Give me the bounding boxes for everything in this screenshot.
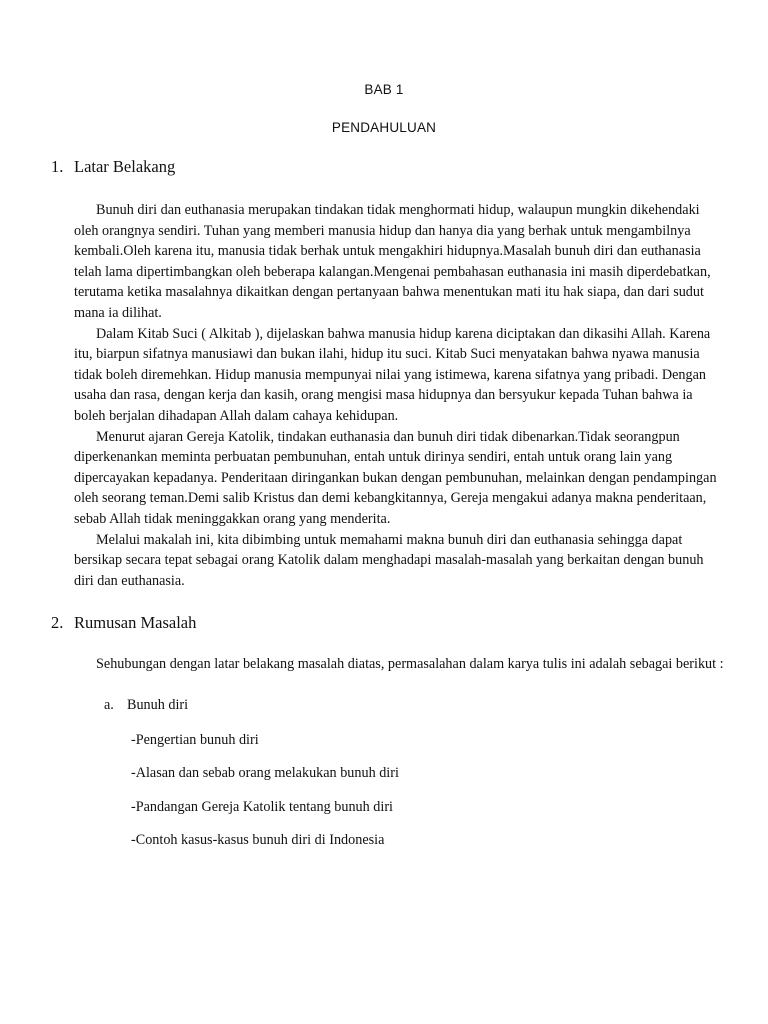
paragraph: Bunuh diri dan euthanasia merupakan tindakan tidak menghormati hidup, walaupun mungkin dikehendaki oleh orangnya sendiri. Tuhan yang memberi manusia hidup dan hanya dia yang berhak untuk mengambilnya kembali.Oleh karena itu, manusia tidak berhak untuk mengakhiri hidupnya.Masalah bunuh diri dan euthanasia telah lama dipertimbangkan oleh beberapa kalangan.Mengenai pembahasan euthanasia ini masih diperdebatkan, terutama ketika masalahnya dikaitkan dengan pertanyaan bahwa menentukan mati itu hak siapa, dan dari sudut mana ia dilihat. <box>74 202 711 321</box>
section-heading-latar-belakang <box>51 157 175 177</box>
sub-list-item: -Alasan dan sebab orang melakukan bunuh diri <box>131 765 399 782</box>
paragraph: Dalam Kitab Suci ( Alkitab ), dijelaskan bahwa manusia hidup karena diciptakan dan dikasihi Allah. Karena itu, biarpun sifatnya manusiawi dan bukan ilahi, hidup itu suci. Kitab Suci menyatakan bahwa nyawa manusia tidak boleh diremehkan. Hidup manusia mempunyai nilai yang istimewa, karena sifatnya yang pribadi. Dengan usaha dan rasa, dengan kerja dan kasih, orang mengisi masa hidupnya dan bersyukur kepada Tuhan bahwa ia boleh berjalan dihadapan Allah dalam cahaya kehidupan. <box>74 325 711 424</box>
section-number: 1. <box>51 157 64 176</box>
section-title: Rumusan Masalah <box>74 613 197 632</box>
section-heading-rumusan-masalah <box>51 613 196 633</box>
sub-list <box>131 730 399 863</box>
section-title: Latar Belakang <box>74 157 176 176</box>
rumusan-masalah-intro <box>74 654 726 675</box>
list-marker: a. <box>104 697 114 713</box>
paragraph: Sehubungan dengan latar belakang masalah diatas, permasalahan dalam karya tulis ini adalah sebagai berikut : <box>96 656 724 672</box>
list-item <box>104 697 188 714</box>
section-number: 2. <box>51 613 64 632</box>
sub-list-item: -Contoh kasus-kasus bunuh diri di Indonesia <box>131 831 385 848</box>
list-item-label: Bunuh diri <box>127 697 189 713</box>
chapter-number: BAB 1 <box>364 82 404 97</box>
sub-list-item: -Pengertian bunuh diri <box>131 732 259 748</box>
latar-belakang-body <box>74 200 726 591</box>
chapter-title: PENDAHULUAN <box>331 120 437 135</box>
sub-list-item: -Pandangan Gereja Katolik tentang bunuh diri <box>131 798 393 815</box>
paragraph: Melalui makalah ini, kita dibimbing untuk memahami makna bunuh diri dan euthanasia sehingga dapat bersikap secara tepat sebagai orang Katolik dalam menghadapi masalah-masalah yang berkaitan dengan bunuh diri dan euthanasia. <box>74 531 704 589</box>
paragraph: Menurut ajaran Gereja Katolik, tindakan euthanasia dan bunuh diri tidak dibenarkan.Tidak seorangpun diperkenankan meminta perbuatan pembunuhan, entah untuk dirinya sendiri, entah untuk orang lain yang dipercayakan kepadanya. Penderitaan diringankan bukan dengan pembunuhan, melainkan dengan pendampingan oleh seorang teman.Demi salib Kristus dan demi kebangkitannya, Gereja mengakui adanya makna penderitaan, sebab Allah tidak meninggakkan orang yang menderita. <box>74 428 717 527</box>
